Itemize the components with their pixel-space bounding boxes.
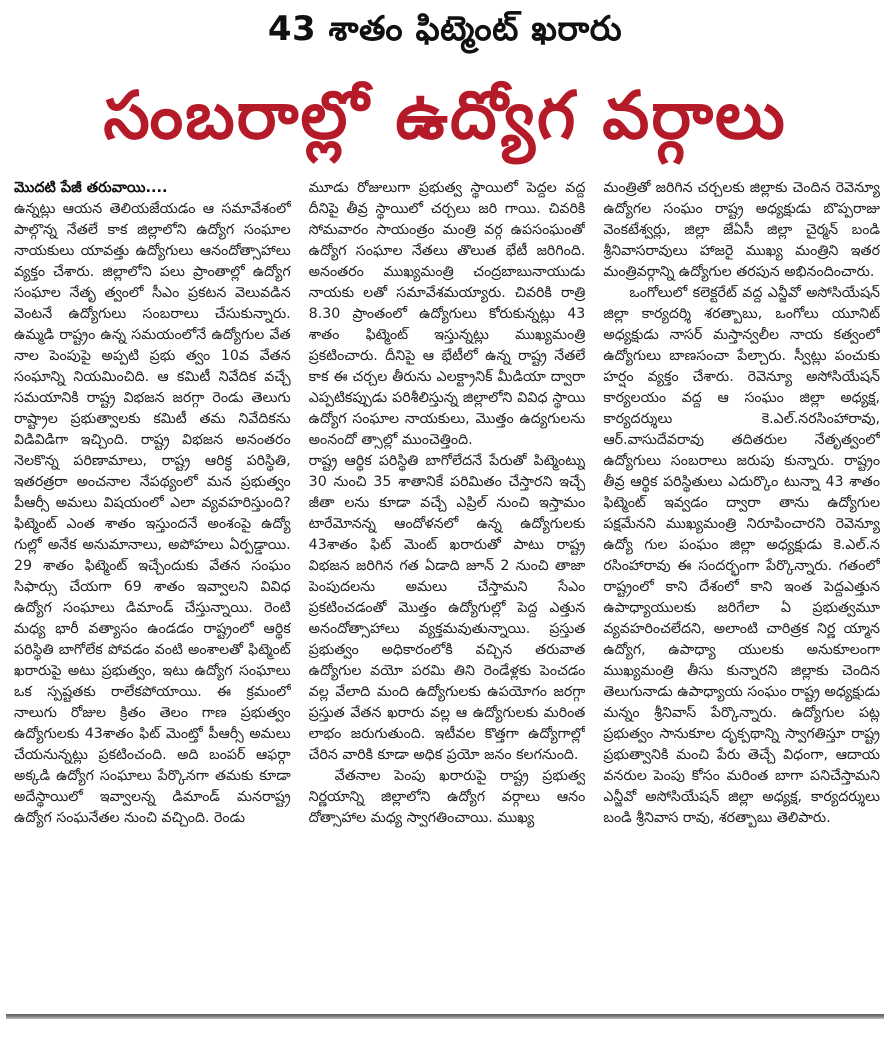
column-1 [14, 178, 291, 996]
paragraph: వేతనాల పెంపు ఖరారుపై రాష్ట్ర ప్రభుత్వ నిర్ణయాన్ని జిల్లాలోని ఉద్యోగ వర్గాలు ఆనం దోత్సాహాల మధ్య స్వాగతించాయి. ముఖ్య [308, 768, 586, 826]
column-2 [309, 178, 586, 996]
kicker-headline: 43 శాతం ఫిట్మెంట్ ఖరారు [267, 9, 623, 49]
paragraph: ఒంగోలులో కలెక్టరేట్ వద్ద ఎన్జీవో అసోసియేషన్ జిల్లా కార్యదర్శి శరత్బాబు, ఒంగోలు యూనిట్ అధ్యక్షుడు నాసర్ మస్తాన్వలీల నాయ కత్వంలో ఉద్యోగులు బాణసంచా పేల్చారు. స్వీట్లు పంచుకు హర్షం వ్యక్తం చేశారు. రెవెన్యూ అసోసియేషన్ కార్యలయం వద్ద ఆ సంఘం జిల్లా అధ్యక్ష, కార్యదర్శులు కె.ఎల్.నరసింహారావు, ఆర్.వాసుదేవరావు తదితరుల నేతృత్వంలో ఉద్యోగులు సంబరాలు జరుపు కున్నారు. రాష్ట్రం తీవ్ర ఆర్థిక పరిస్థితులు ఎదుర్కొం టున్నా 43 శాతం ఫిట్మెంట్ ఇవ్వడం ద్వారా తాను ఉద్యోగుల పక్షమేనని ముఖ్యమంత్రి నిరూపించారని రెవెన్యూ ఉద్యో గుల పంఘం జిల్లా అధ్యక్షుడు కె.ఎల్.న రసింహారావు ఈ సందర్భంగా పేర్కొన్నారు. గతంలో రాష్ట్రంలో కాని దేశంలో కాని ఇంత పెద్దఎత్తున ఉపాధ్యాయులకు జరిగేలా ఏ ప్రభుత్వమూ వ్యవహరించలేదని, అలాంటి చారిత్రక నిర్ణ య్మాన ఉద్యోగ, ఉపాధ్యా యులకు అనుకూలంగా ముఖ్యమంత్రి తీసు కున్నారని జిల్లాకు చెందిన తెలుగునాడు ఉపాధ్యాయ సంఘం రాష్ట్ర అధ్యక్షుడు మన్నం శ్రీనివాస్ పేర్కొన్నారు. ఉద్యోగుల పట్ల ప్రభుత్వం సానుకూల దృక్పథాన్ని స్వాగతిస్తూ రాష్ట్ర ప్రభుత్వానికి మంచి పేరు తెచ్చే విధంగా, ఆదాయ వనరుల పెంపు కోసం మరింత బాగా పనిచేస్తామని ఎన్జీవో అసోసియేషన్ జిల్లా అధ్యక్ష, కార్యదర్శులు బండి శ్రీనివాస రావు, శరత్బాబు తెలిపారు. [603, 285, 881, 826]
article-body [14, 178, 880, 996]
bottom-divider-rule [6, 1014, 884, 1019]
paragraph: రాష్ట్ర ఆర్థిక పరిస్థితి బాగోలేదనే పేరుతో పిట్మెంట్ను 30 నుంచి 35 శాతానికే పరిమితం చేస్తారని ఇచ్చే జీతా లను కూడా వచ్చే ఎప్రిల్ నుంచి ఇస్తామం టారేమోనన్న ఆందోళనలో ఉన్న ఉద్యోగులకు 43శాతం ఫిట్ మెంట్ ఖరారుతో పాటు రాష్ట్ర విభజన జరిగిన గత ఏడాది జూన్ 2 నుంచి తాజా పెంపుదలను అమలు చేస్తామని సేఎం ప్రకటించడంతో మొత్తం ఉద్యోగుల్లో పెద్ద ఎత్తున అనందోత్సాహాలు వ్యక్తమవుతున్నాయి. ప్రస్తుత ప్రభుత్వం అధికారంలోకి వచ్చిన తరువాత ఉద్యోగుల వయో పరమి తిని రెండేళ్లకు పెంచడం వల్ల వేలాది మంది ఉద్యోగులకు ఉపయోగం జరగ్గా ప్రస్తుత వేతన ఖరారు వల్ల ఆ ఉద్యోగులకు మరింత లాభం జరుగుతుంది. ఇటీవల కొత్తగా ఉద్యోగాల్లో చేరిన వారికి కూడా అధిక ప్రయో జనం కలగనుంది. [308, 453, 586, 763]
column-3 [603, 178, 880, 996]
main-headline: సంబరాల్లో ఉద్యోగ వర్గాలు [103, 77, 787, 154]
continuation-lead-in: మొదటి పేజీ తరువాయి.... [14, 180, 168, 196]
paragraph: మంత్రితో జరిగిన చర్చలకు జిల్లాకు చెందిన రెవెన్యూ ఉద్యోగల సంఘం రాష్ట్ర అధ్యక్షుడు బొప్పరాజు వెంకటేశ్వర్లు, జిల్లా జేఏసీ జిల్లా చైర్మన్ బండి శ్రీనివాసరావులు హాజరై ముఖ్య మంత్రిని ఇతర మంత్రివర్గాన్ని ఉద్యోగుల తరపున అభినందించారు. [603, 180, 881, 280]
paragraph: మూడు రోజులుగా ప్రభుత్వ స్థాయిలో పెద్దల వద్ద దీనిపై తీవ్ర స్థాయిలో చర్చలు జరి గాయి. చివరికి సోమవారం సాయంత్రం మంత్రి వర్గ ఉపసంఘంతో ఉద్యోగ సంఘాల నేతలు తొలుత భేటీ జరిగింది. అనంతరం ముఖ్యమంత్రి చంద్రబాబునాయుడు నాయకు లతో సమావేశమయ్యారు. చివరికి రాత్రి 8.30 ప్రాంతంలో ఉద్యోగులు కోరుకున్నట్లు 43 శాతం ఫిట్మెంట్ ఇస్తున్నట్లు ముఖ్యమంత్రి ప్రకటించారు. దీనిపై ఆ భేటీలో ఉన్న రాష్ట్ర నేతలే కాక ఈ చర్చల తీరును ఎలక్ట్రానిక్ మీడియా ద్వారా ఎప్పటికప్పుడు పరిశీలిస్తున్న జిల్లాలోని వివిధ స్థాయి ఉద్యోగ సంఘాల నాయకులు, మొత్తం ఉద్యగులను అంనందో త్సాల్లో ముంచెత్తింది. [308, 180, 586, 448]
paragraph: ఉన్నట్లు ఆయన తెలియజేయడం ఆ సమావేశంలో పాల్గొన్న నేతలే కాక జిల్లాలోని ఉద్యోగ సంఘాల నాయకులు యావత్తు ఉద్యోగులు ఆనందోత్సాహాలు వ్యక్తం చేశారు. జిల్లాలోని పలు ప్రాంతాల్లో ఉద్యోగ సంఘాల నేతృ త్వంలో సీఎం ప్రకటన వెలువడిన వెంటనే ఉద్యోగులు సంబరాలు చేసుకున్నారు. ఉమ్మడి రాష్ట్రం ఉన్న సమయంలోనే ఉద్యోగుల వేత నాల పెంపుపై అప్పటి ప్రభు త్వం 10వ వేతన సంఘాన్ని నియమించిది. ఆ కమిటీ నివేదిక వచ్చే సమయానికి రాష్ట్ర విభజన జరగ్గా రెండు తెలుగు రాష్ట్రాల ప్రభుత్వాలకు కమిటీ తమ నివేదికను విడివిడిగా ఇచ్చింది. రాష్ట్ర విభజన అనంతరం నెలకొన్న పరిణామాలు, రాష్ట్ర ఆరిక్ధ పరిస్థితి, ఇతరత్రరా అంచనాల నేపథ్యంలో మన ప్రభుత్వం పీఆర్సీ అమలు విషయంలో ఎలా వ్యవహరిస్తుంది? ఫిట్మెంట్ ఎంత శాతం ఇస్తుందనే అంశంపై ఉద్యో గుల్లో అనేక అనుమానాలు, అపోహలు ఏర్పడ్డాయి. 29 శాతం ఫిట్మెంట్ ఇచ్చేందుకు వేతన సంఘం సిఫార్సు చేయగా 69 శాతం ఇవ్వాలని వివిధ ఉద్యోగ సంఘాలు డిమాండ్ చేస్తున్నాయి. రెంటి మధ్య భారీ వత్యాసం ఉండడం రాష్ట్రంలో ఆర్థిక పరిస్థితి బాగోలేక పోవడం వంటి అంశాలతో ఫిట్మెంట్ ఖరారుపై అటు ప్రభుత్వం, ఇటు ఉద్యోగ సంఘాలు ఒక స్పష్టతకు రాలేకపోయాయి. ఈ క్రమంలో నాలుగు రోజుల క్రితం తెలం గాణ ప్రభుత్వం ఉద్యోగులకు 43శాతం ఫిట్ మెంట్తో పీఆర్సీ అమలు చేయనున్నట్లు ప్రకటించంది. అది బంపర్ ఆఫర్గా అక్కడి ఉద్యోగ సంఘాలు పేర్కొనగా తమకు కూడా అదేస్థాయిలో ఇవ్వాలన్న డిమాండ్ మనరాష్ట్ర ఉద్యోగ సంఘనేతల నుంచి వచ్చింది. రెండు [14, 201, 291, 826]
